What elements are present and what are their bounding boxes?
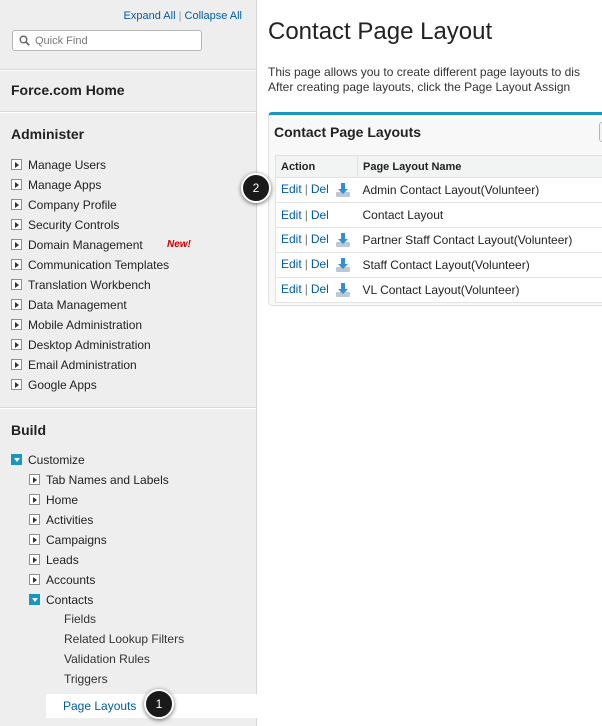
sidebar-item-triggers[interactable]: Triggers (64, 672, 108, 686)
sidebar-item-label: Home (46, 493, 79, 507)
collapsed-triangle-icon[interactable] (11, 319, 22, 330)
step-badge-1: 1 (144, 689, 174, 719)
sidebar-item-label: Data Management (28, 298, 127, 312)
action-separator: | (304, 182, 308, 197)
force-home-section (0, 70, 256, 112)
collapsed-triangle-icon[interactable] (11, 379, 22, 390)
sidebar-item-label: Accounts (46, 573, 96, 587)
setup-sidebar (0, 0, 257, 726)
search-icon (19, 35, 30, 46)
sidebar-item-label: Google Apps (28, 378, 97, 392)
sidebar-item-label: Company Profile (28, 198, 117, 212)
sidebar-item-label: Tab Names and Labels (46, 473, 169, 487)
sidebar-item-label: Communication Templates (28, 258, 170, 272)
collapsed-triangle-icon[interactable] (11, 339, 22, 350)
collapsed-triangle-icon[interactable] (11, 299, 22, 310)
collapsed-triangle-icon[interactable] (11, 279, 22, 290)
description-line: After creating page layouts, click the Page Layout Assign (268, 80, 571, 94)
action-cell (276, 178, 358, 203)
collapsed-triangle-icon[interactable] (11, 159, 22, 170)
collapse-all-link[interactable]: Collapse All (184, 10, 242, 22)
layout-name-cell: VL Contact Layout(Volunteer) (358, 278, 602, 303)
col-name-header: Page Layout Name (358, 156, 602, 178)
layout-name-cell: Partner Staff Contact Layout(Volunteer) (358, 228, 602, 253)
download-icon[interactable] (335, 257, 351, 273)
sidebar-item-label: Campaigns (46, 533, 107, 547)
sidebar-item-label: Activities (46, 513, 94, 527)
layout-name-cell: Admin Contact Layout(Volunteer) (358, 178, 602, 203)
collapsed-triangle-icon[interactable] (29, 514, 40, 525)
sidebar-item-label: Translation Workbench (28, 278, 151, 292)
action-cell (276, 203, 358, 228)
sidebar-item-label: Contacts (46, 593, 94, 607)
download-icon[interactable] (335, 232, 351, 248)
sidebar-item-label: Manage Apps (28, 178, 102, 192)
page-layouts-table (275, 155, 602, 303)
edit-link[interactable]: Edit (281, 208, 302, 222)
delete-link[interactable]: Del (310, 208, 329, 222)
edit-link[interactable]: Edit (281, 182, 302, 197)
download-icon[interactable] (335, 182, 351, 198)
administer-title: Administer (11, 126, 85, 142)
sidebar-item-label: Customize (28, 453, 85, 467)
collapsed-triangle-icon[interactable] (29, 534, 40, 545)
action-separator: | (304, 257, 308, 272)
quick-find-box[interactable] (12, 30, 202, 51)
sidebar-item-label: Page Layouts (63, 699, 137, 713)
table-row (276, 178, 602, 203)
description-line: This page allows you to create different page layouts to dis (268, 65, 580, 79)
sidebar-item-label: Desktop Administration (28, 338, 151, 352)
sidebar-item-label: Email Administration (28, 358, 137, 372)
collapsed-triangle-icon[interactable] (29, 474, 40, 485)
expanded-triangle-icon[interactable] (11, 454, 22, 465)
expand-collapse-links (124, 10, 242, 22)
sidebar-item-validation-rules[interactable]: Validation Rules (64, 652, 150, 666)
step-badge-2: 2 (241, 173, 271, 203)
delete-link[interactable]: Del (310, 257, 329, 272)
edit-link[interactable]: Edit (281, 232, 302, 247)
table-row (276, 203, 602, 228)
collapsed-triangle-icon[interactable] (29, 574, 40, 585)
new-badge: New! (167, 239, 191, 250)
action-cell (276, 228, 358, 253)
layout-name-cell: Contact Layout (358, 203, 602, 228)
page-layouts-panel (268, 112, 602, 306)
delete-link[interactable]: Del (310, 182, 329, 197)
sidebar-item-fields[interactable]: Fields (64, 612, 97, 626)
sidebar-item-label: Security Controls (28, 218, 120, 232)
sidebar-header (0, 0, 256, 70)
sidebar-item-label: Leads (46, 553, 79, 567)
quick-find-input[interactable] (35, 33, 195, 48)
delete-link[interactable]: Del (310, 282, 329, 297)
edit-link[interactable]: Edit (281, 282, 302, 297)
action-separator: | (304, 232, 308, 247)
col-action-header: Action (276, 156, 358, 178)
collapsed-triangle-icon[interactable] (11, 259, 22, 270)
action-separator: | (304, 208, 308, 222)
expand-collapse-separator: | (178, 10, 182, 22)
action-separator: | (304, 282, 308, 297)
layout-name-cell: Staff Contact Layout(Volunteer) (358, 253, 602, 278)
page-description (268, 65, 602, 95)
delete-link[interactable]: Del (310, 232, 329, 247)
build-section (0, 408, 256, 726)
sidebar-item-label: Mobile Administration (28, 318, 143, 332)
table-row (276, 228, 602, 253)
table-body (276, 178, 602, 303)
force-home-link[interactable]: Force.com Home (11, 82, 125, 98)
collapsed-triangle-icon[interactable] (11, 239, 22, 250)
sidebar-item-label: Domain Management (28, 238, 143, 252)
collapsed-triangle-icon[interactable] (11, 359, 22, 370)
collapsed-triangle-icon[interactable] (11, 179, 22, 190)
table-row (276, 253, 602, 278)
sidebar-item-label: Manage Users (28, 158, 107, 172)
collapsed-triangle-icon[interactable] (29, 554, 40, 565)
table-header-row (276, 156, 602, 178)
main-content (258, 0, 602, 726)
edit-link[interactable]: Edit (281, 257, 302, 272)
page-title: Contact Page Layout (268, 18, 493, 45)
expanded-triangle-icon[interactable] (29, 594, 40, 605)
action-cell (276, 278, 358, 303)
collapsed-triangle-icon[interactable] (11, 219, 22, 230)
collapsed-triangle-icon[interactable] (29, 494, 40, 505)
collapsed-triangle-icon[interactable] (11, 199, 22, 210)
table-row (276, 278, 602, 303)
action-cell (276, 253, 358, 278)
panel-title: Contact Page Layouts (274, 124, 422, 140)
expand-all-link[interactable]: Expand All (123, 10, 176, 22)
download-icon[interactable] (335, 282, 351, 298)
build-title: Build (11, 422, 46, 438)
sidebar-item-related-lookup-filters[interactable]: Related Lookup Filters (64, 632, 185, 646)
administer-section (0, 112, 256, 408)
